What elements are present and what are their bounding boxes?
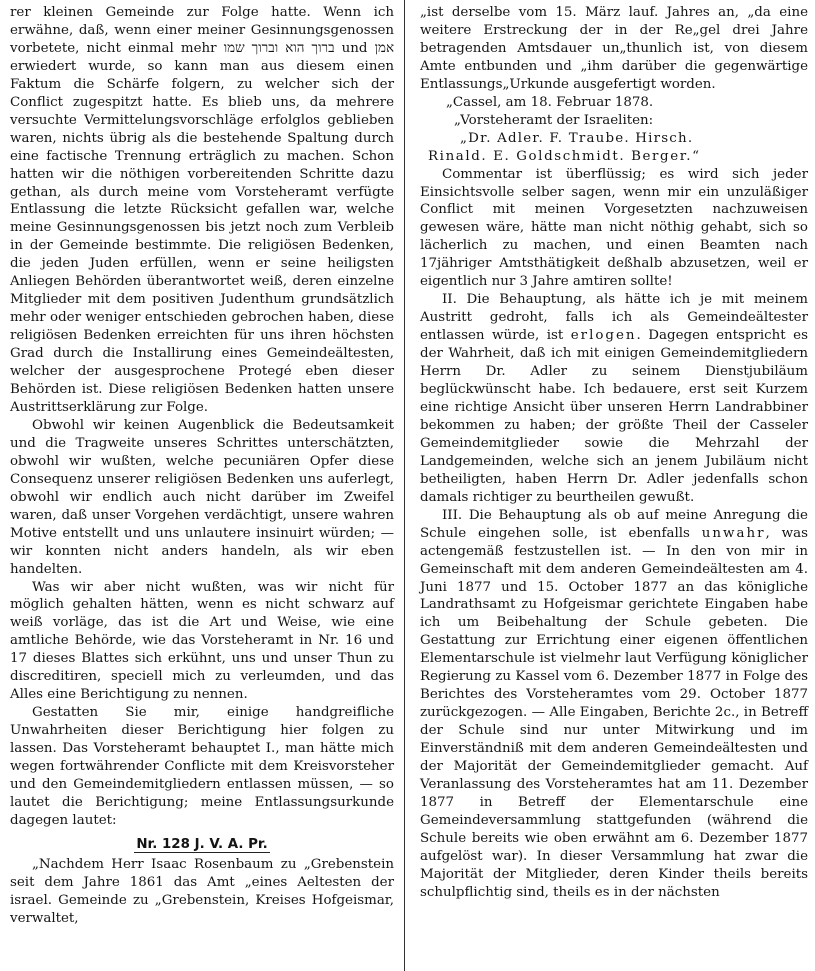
signature-place-date: „Cassel, am 18. Februar 1878. (446, 94, 654, 110)
paragraph-point-III (420, 507, 808, 902)
quote-dismissal-continued: „ist derselbe vom 15. März lauf. Jahres an, „da eine weitere Erstreckung der in der Re„gel drei Jahre betragenden Amtsdauer un„thunlich ist, von diesem Amte entbunden und „ihm darüber die gegenwärtige Entlassungs„Urkunde ausgefertigt worden. (420, 5, 808, 92)
paragraph-verleumdung: Was wir aber nicht wußten, was wir nicht für möglich gehalten hätten, wenn es nicht schwarz auf weiß vorläge, das ist die Art und Weise, wie eine amtliche Behörde, wie das Vorsteheramt in Nr. 16 und 17 dieses Blattes sich erkühnt, uns und unser Thun zu discreditiren, speciell mich zu verleumden, und das Alles eine Berichtigung zu nennen. (10, 579, 394, 703)
point-II-text-b: . Dagegen entspricht es der Wahrheit, daß ich mit einigen Gemeindemitgliedern Herrn Dr. Adler zu seinem Dienstjubiläum beglückwünscht habe. Ich bedauere, erst seit Kurzem eine richtige Ansicht über unseren Herrn Landrabbiner bekommen zu haben; der größte Theil der Casseler Gemeindemitglieder sowie die Mehrzahl der Landgemeinden, welche sich an jenem Jubiläum nicht betheiligten, haben Herrn Dr. Adler jedenfalls schon damals richtiger zu beurtheilen gewußt. (420, 328, 808, 505)
quote-dismissal-document: „Nachdem Herr Isaac Rosenbaum zu „Grebenstein seit dem Jahre 1861 das Amt „eines Aeltesten der israel. Gemeinde zu „Grebenstein, Kreises Hofgeismar, verwaltet, (10, 856, 394, 926)
paragraph-conflict: rer kleinen Gemeinde zur Folge hatte. Wenn ich erwähne, daß, wenn einer meiner Gesinnungsgenossen vorbetete, nicht einmal mehr ברוך הוא וברוך שמו und אמן erwiedert wurde, so kann man aus diesem einen Faktum die Schärfe folgern, zu welcher sich der Conflict zugespitzt hatte. Es blieb uns, da mehrere versuchte Vermittelungsvorschläge erfolglos geblieben waren, nichts übrig als die bestehende Spaltung durch eine factische Trennung erträglich zu machen. Schon hatten wir die nöthigen vorbereitenden Schritte dazu gethan, als durch meine vom Vorsteheramt verfügte Entlassung die letzte Rücksicht gefallen war, welche meine Gesinnungsgenossen bis jetzt noch zum Verbleib in der Gemeinde bestimmte. Die religiösen Bedenken, die jeden Juden erfüllen, wenn er seine heiligsten Anliegen Behörden überantwortet weiß, deren einzelne Mitglieder mit dem positiven Judenthum grundsätzlich mehr oder weniger entschieden gebrochen haben, diese religiösen Bedenken erreichten für uns ihren höchsten Grad durch die Installirung eines Gemeindeältesten, welcher der ausgesprochene Protegé eben dieser Behörden ist. Diese religiösen Bedenken hatten unsere Austrittserklärung zur Folge. (10, 5, 394, 415)
column-divider (404, 0, 405, 971)
signature-names-line-2: Rinald. E. Goldschmidt. Berger.“ (428, 148, 701, 164)
document-reference-number (10, 836, 394, 854)
left-column (10, 4, 394, 971)
right-column (420, 4, 808, 971)
point-III-emphasis: unwahr (701, 525, 766, 541)
reference-number-text: Nr. 128 J. V. A. Pr. (136, 836, 268, 852)
point-III-text-b: , was actengemäß festzustellen ist. — In den von mir in Gemeinschaft mit dem anderen Gemeindeältesten am 4. Juni 1877 und 15. October 1877 an das königliche Landrathsamt zu Hofgeismar gerichtete Eingaben habe ich um Beibehaltung der Schule gebeten. Die Gestattung zur Errichtung einer eigenen öffentlichen Elementarschule ist vielmehr laut Verfügung königlicher Regierung zu Kassel vom 6. Dezember 1877 in Folge des Berichtes des Vorsteheramtes vom 29. October 1877 zurückgezogen. — Alle Eingaben, Berichte 2c., in Betreff der Schule sind nur unter Mitwirkung und im Einverständniß mit dem anderen Gemeindeältesten und der Majorität der Gemeindemitglieder gemacht. Auf Veranlassung des Vorsteheramtes hat am 11. Dezember 1877 in Betreff der Elementarschule eine Gemeindeversammlung stattgefunden (während die Schule bereits wie oben erwähnt am 6. Dezember 1877 aufgelöst war). In dieser Versammlung hat zwar die Majorität der Mitglieder, deren Kinder theils bereits schulpflichtig sind, theils es in der nächsten (420, 525, 808, 900)
point-II-emphasis: erlogen (570, 328, 637, 344)
paragraph-point-II (420, 291, 808, 506)
paragraph-commentary: Commentar ist überflüssig; es wird sich jeder Einsichtsvolle selber sagen, wenn mir ein unzuläßiger Conflict mit meinen Vorgesetzten nachzuweisen gewesen wäre, hätte man nicht nöthig gehabt, sich so lächerlich zu machen, und einen Beamten nach 17jähriger Amtsthätigkeit deßhalb abzusetzen, weil er eigentlich nur 3 Jahre amtiren sollte! (420, 166, 808, 290)
point-II-text-a: II. Die Behauptung, als hätte ich je mit meinem Austritt gedroht, falls ich als Gemeindeältester entlassen würde, ist (420, 292, 808, 344)
paragraph-berichtigung: Gestatten Sie mir, einige handgreifliche Unwahrheiten dieser Berichtigung hier folgen zu lassen. Das Vorsteheramt behauptet I., man hätte mich wegen fortwährender Conflicte mit dem Kreisvorsteher und den Gemeindemitgliedern entlassen müssen, — so lautet die Berichtigung; meine Entlassungsurkunde dagegen lautet: (10, 705, 394, 828)
signature-names-line-1: „Dr. Adler. F. Traube. Hirsch. (460, 130, 694, 146)
point-III-text-a: III. Die Behauptung als ob auf meine Anregung die Schule eingehen solle, ist ebenfalls (420, 507, 808, 541)
paragraph-austritt: Obwohl wir keinen Augenblick die Bedeutsamkeit und die Tragweite unseres Schrittes unterschätzten, obwohl wir wußten, welche pecuniären Opfer diese Consequenz unserer religiösen Bedenken uns auferlegt, obwohl wir endlich auch nicht darüber im Zweifel waren, daß unser Vorgehen verdächtigt, unsere wahren Motive entstellt und uns unlautere insinuirt würden; — wir konnten nicht anders handeln, als wir eben handelten. (10, 417, 394, 577)
signature-authority: „Vorsteheramt der Israeliten: (454, 112, 654, 128)
